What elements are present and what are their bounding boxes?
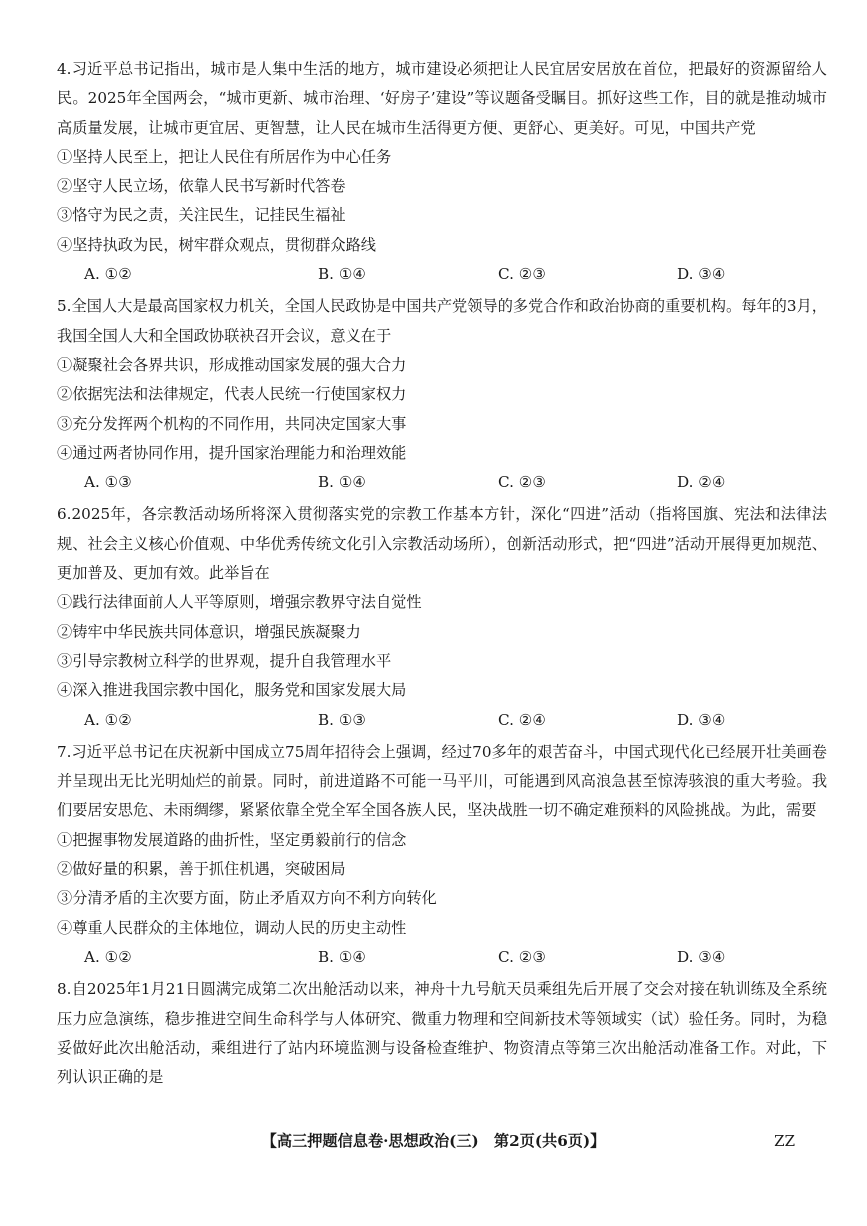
answer-c: C. ②③: [498, 265, 546, 284]
option-2: ②做好量的积累，善于抓住机遇，突破困局: [57, 860, 346, 879]
option-3: ③分清矛盾的主次要方面，防止矛盾双方向不利方向转化: [57, 889, 437, 908]
question-7: [57, 738, 827, 972]
option-1: ①凝聚社会各界共识，形成推动国家发展的强大合力: [57, 355, 407, 374]
answer-choices: [57, 468, 827, 497]
question-stem: 5.全国人大是最高国家权力机关，全国人民政协是中国共产党领导的多党合作和政治协商的重要机构。每年的3月，我国全国人大和全国政协联袂召开会议，意义在于: [57, 297, 827, 345]
option-4: ④深入推进我国宗教中国化，服务党和国家发展大局: [57, 681, 407, 700]
question-5: [57, 292, 827, 497]
option-1: ①坚持人民至上，把让人民住有所居作为中心任务: [57, 147, 392, 166]
question-list: [57, 55, 827, 1095]
answer-c: C. ②③: [498, 947, 546, 966]
question-stem: 7.习近平总书记在庆祝新中国成立75周年招待会上强调，经过70多年的艰苦奋斗，中国式现代化已经展开壮美画卷并呈现出无比光明灿烂的前景。同时，前进道路不可能一马平川，可能遇到风高浪急甚至惊涛骇浪的重大考验。我们要居安思危、未雨绸缪，紧紧依靠全党全军全国各族人民，坚决战胜一切不确定难预料的风险挑战。为此，需要: [57, 742, 827, 820]
option-4: ④尊重人民群众的主体地位，调动人民的历史主动性: [57, 918, 407, 937]
answer-b: B. ①④: [318, 947, 367, 966]
question-stem: 6.2025年，各宗教活动场所将深入贯彻落实党的宗教工作基本方针，深化“四进”活动（指将国旗、宪法和法律法规、社会主义核心价值观、中华优秀传统文化引入宗教活动场所），创新活动形式，把“四进”活动开展得更加规范、更加普及、更加有效。此举旨在: [57, 505, 827, 583]
question-stem: 8.自2025年1月21日圆满完成第二次出舱活动以来，神舟十九号航天员乘组先后开展了交会对接在轨训练及全系统压力应急演练，稳步推进空间生命科学与人体研究、微重力物理和空间新技术等领域实（试）验任务。同时，为稳妥做好此次出舱活动，乘组进行了站内环境监测与设备检查维护、物资清点等第三次出舱活动准备工作。对此，下列认识正确的是: [57, 980, 827, 1087]
footer-title: 【高三押题信息卷·思想政治(三) 第2页(共6页)】: [261, 1132, 606, 1150]
question-6: [57, 500, 827, 734]
answer-a: A. ①③: [84, 473, 132, 492]
answer-b: B. ①④: [318, 265, 367, 284]
answer-b: B. ①④: [318, 473, 367, 492]
answer-choices: [57, 260, 827, 289]
option-4: ④坚持执政为民，树牢群众观点，贯彻群众路线: [57, 235, 376, 254]
option-4: ④通过两者协同作用，提升国家治理能力和治理效能: [57, 443, 407, 462]
answer-b: B. ①③: [318, 710, 367, 729]
option-3: ③恪守为民之责，关注民生，记挂民生福祉: [57, 206, 346, 225]
question-stem: 4.习近平总书记指出，城市是人集中生活的地方，城市建设必须把让人民宜居安居放在首位，把最好的资源留给人民。2025年全国两会，“城市更新、城市治理、‘好房子’建设”等议题备受瞩目。抓好这些工作，目的就是推动城市高质量发展，让城市更宜居、更智慧，让人民在城市生活得更方便、更舒心、更美好。可见，中国共产党: [57, 60, 827, 137]
footer-code: ZZ: [774, 1132, 795, 1150]
answer-d: D. ③④: [677, 265, 726, 284]
option-2: ②依据宪法和法律规定，代表人民统一行使国家权力: [57, 385, 407, 404]
answer-a: A. ①②: [84, 710, 132, 729]
option-1: ①践行法律面前人人平等原则，增强宗教界守法自觉性: [57, 593, 422, 612]
answer-d: D. ③④: [677, 947, 726, 966]
question-4: [57, 55, 827, 289]
page-footer: [0, 1129, 867, 1153]
answer-choices: [57, 706, 827, 735]
option-3: ③充分发挥两个机构的不同作用，共同决定国家大事: [57, 414, 407, 433]
option-2: ②铸牢中华民族共同体意识，增强民族凝聚力: [57, 622, 361, 641]
answer-a: A. ①②: [84, 947, 132, 966]
answer-c: C. ②④: [498, 710, 546, 729]
option-3: ③引导宗教树立科学的世界观，提升自我管理水平: [57, 651, 392, 670]
answer-choices: [57, 943, 827, 972]
answer-c: C. ②③: [498, 473, 546, 492]
answer-d: D. ③④: [677, 710, 726, 729]
option-1: ①把握事物发展道路的曲折性，坚定勇毅前行的信念: [57, 830, 407, 849]
question-8: [57, 975, 827, 1092]
answer-a: A. ①②: [84, 265, 132, 284]
answer-d: D. ②④: [677, 473, 726, 492]
option-2: ②坚守人民立场，依靠人民书写新时代答卷: [57, 177, 346, 196]
